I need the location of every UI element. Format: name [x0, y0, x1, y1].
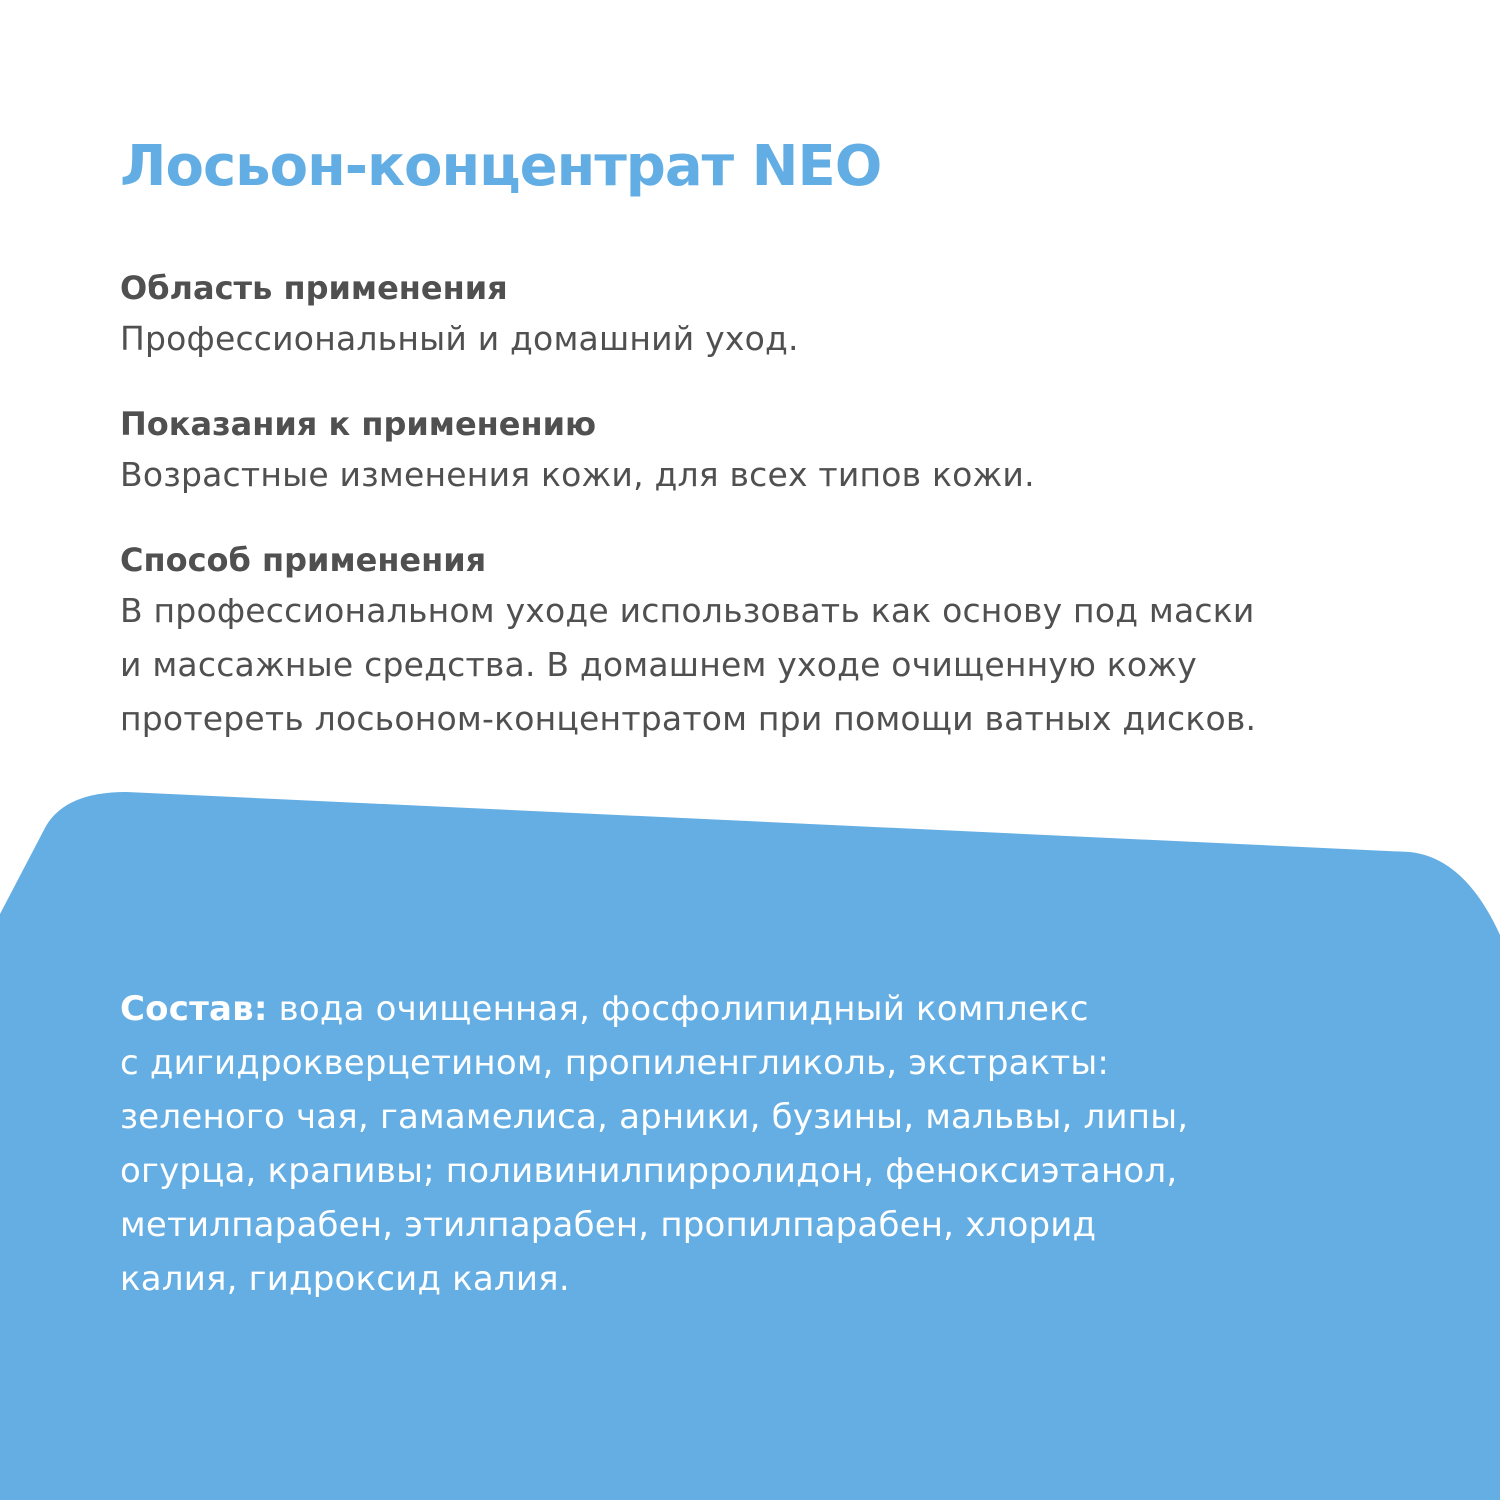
page-title: Лосьон-концентрат NEO [120, 134, 882, 199]
section-text-line: Возрастные изменения кожи, для всех типов кожи. [120, 455, 1035, 494]
composition-line [120, 982, 1420, 1036]
composition-line: зеленого чая, гамамелиса, арники, бузины, мальвы, липы, [120, 1097, 1189, 1137]
section-heading: Показания к применению [120, 405, 597, 443]
composition-text: вода очищенная, фосфолипидный комплекс [267, 989, 1089, 1029]
composition-line: метилпарабен, этилпарабен, пропилпарабен, хлорид [120, 1205, 1097, 1245]
section-text-line: и массажные средства. В домашнем уходе очищенную кожу [120, 645, 1197, 684]
section-usage-method [120, 536, 1400, 746]
section-text-line: протереть лосьоном-концентратом при помощи ватных дисков. [120, 699, 1257, 738]
composition-block [120, 982, 1420, 1306]
section-text-line: В профессиональном уходе использовать как основу под маски [120, 591, 1255, 630]
section-application-area [120, 264, 1400, 366]
section-indications [120, 400, 1400, 502]
section-text [120, 584, 1400, 746]
section-heading: Способ применения [120, 541, 487, 579]
composition-line: с дигидрокверцетином, пропиленгликоль, экстракты: [120, 1043, 1110, 1083]
section-text-line: Профессиональный и домашний уход. [120, 319, 799, 358]
composition-line: калия, гидроксид калия. [120, 1259, 570, 1299]
section-text [120, 448, 1400, 502]
section-text [120, 312, 1400, 366]
composition-label: Состав: [120, 989, 268, 1029]
section-heading: Область применения [120, 269, 508, 307]
composition-line: огурца, крапивы; поливинилпирролидон, феноксиэтанол, [120, 1151, 1178, 1191]
